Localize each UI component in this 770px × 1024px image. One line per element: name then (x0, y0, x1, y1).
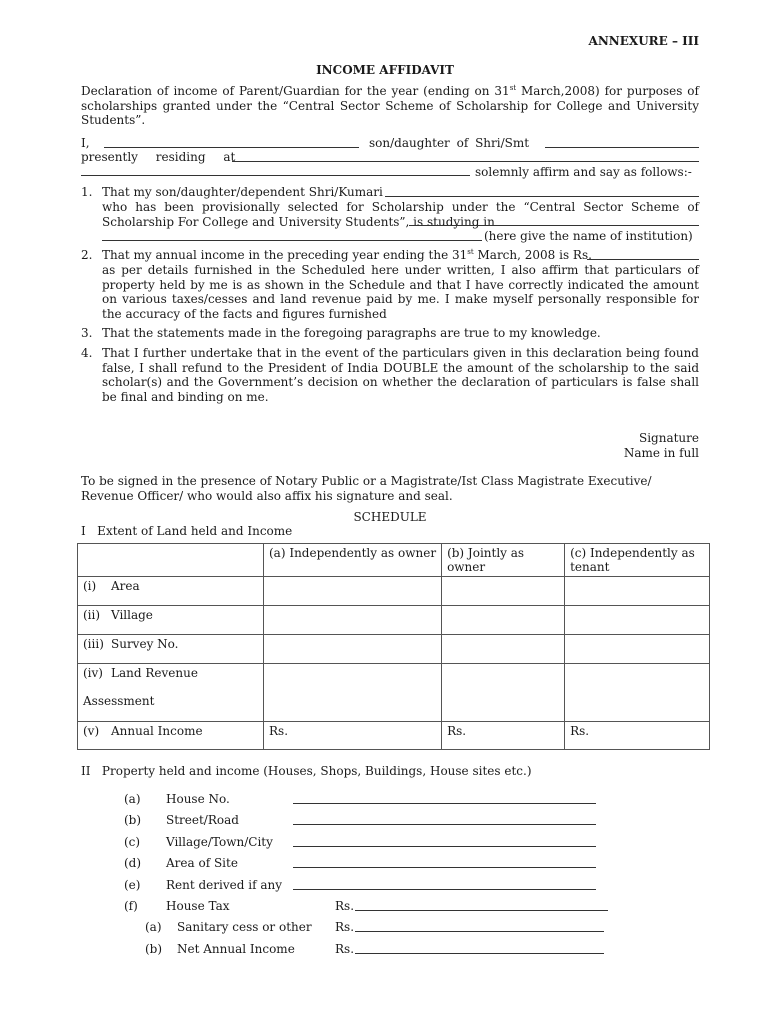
row-label-2: Assessment (83, 694, 155, 708)
net-income-field[interactable] (355, 953, 604, 954)
page-title: INCOME AFFIDAVIT (316, 63, 454, 77)
name-field[interactable] (104, 147, 359, 148)
col-header-jointly-owner: (b) Jointly as owner (442, 544, 565, 577)
intro-text-b: March,2008) for purposes of scholarships granted under the “Central Sector Scheme of Scholarship for College and University Students”. (81, 84, 699, 127)
institution-note: (here give the name of institution) (484, 229, 693, 243)
institution-field-tail[interactable] (409, 225, 699, 226)
sub-property-num-a: (a) (145, 920, 162, 934)
schedule-section-2: II Property held and income (Houses, Shops, Buildings, House sites etc.) (81, 764, 532, 778)
row-label-annual-income (78, 722, 264, 750)
item-3-number: 3. (81, 326, 93, 340)
item-2-sup: st (467, 248, 474, 256)
schedule-title: SCHEDULE (353, 510, 427, 524)
property-num-e: (e) (124, 878, 141, 892)
table-row (78, 606, 710, 635)
row-label: Land Revenue (111, 666, 198, 680)
cell-income-b[interactable]: Rs. (442, 722, 565, 750)
presently-residing-label: presently residing at (81, 150, 236, 164)
item-1-number: 1. (81, 185, 93, 199)
property-label-area: Area of Site (166, 856, 238, 870)
property-label-rent: Rent derived if any (166, 878, 282, 892)
rent-field[interactable] (293, 889, 596, 890)
property-label-street: Street/Road (166, 813, 239, 827)
property-label-village: Village/Town/City (166, 835, 273, 849)
land-table (77, 543, 710, 750)
row-label-village (78, 606, 264, 635)
cell-revenue-c[interactable] (565, 664, 710, 722)
item-2-text-c: as per details furnished in the Scheduled here under written, I also affirm that particulars of property held by me is as shown in the Schedule and that I have correctly indicated the amount on various taxes/cesses and land revenue paid by me. I make myself personally responsible for the accuracy of the facts and figures furnished (102, 263, 699, 321)
house-tax-rs: Rs. (335, 899, 355, 913)
sub-property-label-net-income: Net Annual Income (177, 942, 295, 956)
row-label-survey (78, 635, 264, 664)
property-num-f: (f) (124, 899, 138, 913)
intro-text-a: Declaration of income of Parent/Guardian for the year (ending on 31 (81, 84, 510, 98)
schedule-section-1: I Extent of Land held and Income (81, 524, 293, 538)
cell-village-c[interactable] (565, 606, 710, 635)
property-label-house-tax: House Tax (166, 899, 230, 913)
item-4-number: 4. (81, 346, 93, 360)
affirm-label: solemnly affirm and say as follows:- (475, 165, 692, 179)
row-num: (i) (83, 579, 97, 593)
cell-revenue-b[interactable] (442, 664, 565, 722)
property-num-a: (a) (124, 792, 141, 806)
village-field[interactable] (293, 846, 596, 847)
address-field-2[interactable] (81, 175, 470, 176)
house-tax-field[interactable] (355, 910, 608, 911)
annual-income-field[interactable] (587, 259, 699, 260)
net-income-rs: Rs. (335, 942, 355, 956)
header-blank (78, 544, 264, 577)
sanitary-field[interactable] (355, 931, 604, 932)
item-4-text: That I further undertake that in the event of the particulars given in this declaration being found false, I shall refund to the President of India DOUBLE the amount of the scholarship to the said scholar(s) and the Government’s decision on whether the declaration of particulars is false shall be final and binding on me. (102, 346, 699, 404)
institution-field[interactable] (102, 240, 482, 241)
property-num-b: (b) (124, 813, 142, 827)
table-row (78, 722, 710, 750)
property-num-c: (c) (124, 835, 141, 849)
row-label: Village (111, 608, 153, 622)
cell-survey-b[interactable] (442, 635, 565, 664)
cell-area-b[interactable] (442, 577, 565, 606)
cell-village-b[interactable] (442, 606, 565, 635)
cell-income-a[interactable]: Rs. (264, 722, 442, 750)
signature-label: Signature (638, 431, 699, 445)
item-3-text: That the statements made in the foregoing paragraphs are true to my knowledge. (102, 326, 601, 340)
col-header-independent-tenant: (c) Independently as tenant (565, 544, 710, 577)
sanitary-rs: Rs. (335, 920, 355, 934)
row-num: (iii) (83, 637, 104, 651)
table-row (78, 577, 710, 606)
cell-area-a[interactable] (264, 577, 442, 606)
sub-property-label-sanitary: Sanitary cess or other (177, 920, 312, 934)
dependent-name-field[interactable] (385, 196, 699, 197)
address-field-1[interactable] (232, 161, 699, 162)
cell-area-c[interactable] (565, 577, 710, 606)
row-label: Area (111, 579, 140, 593)
row-num: (ii) (83, 608, 101, 622)
i-label: I, (81, 136, 90, 150)
land-table-header (78, 544, 710, 577)
row-label: Survey No. (111, 637, 179, 651)
notary-instruction: To be signed in the presence of Notary Public or a Magistrate/Ist Class Magistrate Executive/ Revenue Officer/ who would also affix his signature and seal. (81, 474, 652, 503)
property-label-house-no: House No. (166, 792, 230, 806)
row-label-land-revenue (78, 664, 264, 722)
cell-income-c[interactable]: Rs. (565, 722, 710, 750)
house-no-field[interactable] (293, 803, 596, 804)
item-1-text-a: That my son/daughter/dependent Shri/Kumari (102, 185, 383, 199)
row-num: (iv) (83, 666, 103, 680)
row-num: (v) (83, 724, 100, 738)
item-1-text-b: who has been provisionally selected for Scholarship under the “Central Sector Scheme of Scholarship For College and University Students”, is studying in (102, 200, 699, 229)
row-label-area (78, 577, 264, 606)
son-daughter-label: son/daughter of Shri/Smt (369, 136, 530, 150)
parent-name-field[interactable] (545, 147, 699, 148)
intro-sup: st (509, 84, 517, 92)
cell-revenue-a[interactable] (264, 664, 442, 722)
cell-survey-c[interactable] (565, 635, 710, 664)
sub-property-num-b: (b) (145, 942, 163, 956)
item-2-number: 2. (81, 248, 93, 262)
item-2-text-b: March, 2008 is Rs. (473, 248, 592, 262)
col-header-independent-owner: (a) Independently as owner (264, 544, 442, 577)
cell-village-a[interactable] (264, 606, 442, 635)
item-2-text-a (102, 248, 592, 262)
name-in-full-label: Name in full (623, 446, 699, 460)
table-row (78, 664, 710, 722)
intro-paragraph (81, 84, 699, 128)
street-field[interactable] (293, 824, 596, 825)
property-num-d: (d) (124, 856, 142, 870)
area-site-field[interactable] (293, 867, 596, 868)
annexure-label: ANNEXURE – III (588, 34, 699, 48)
item-2-text-a-span: That my annual income in the preceding year ending the 31 (102, 248, 468, 262)
cell-survey-a[interactable] (264, 635, 442, 664)
table-row (78, 635, 710, 664)
row-label: Annual Income (111, 724, 203, 738)
